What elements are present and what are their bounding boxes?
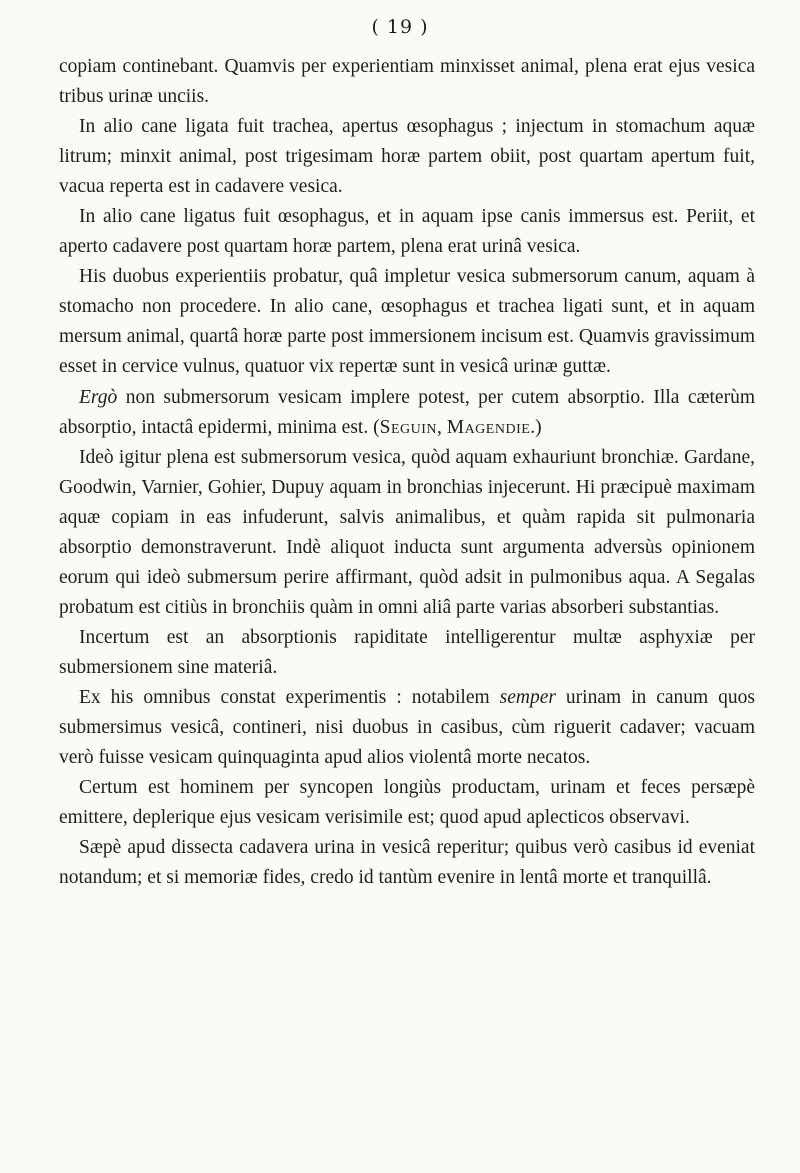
paragraph-8 xyxy=(59,683,755,773)
author-magendie: Magendie xyxy=(446,416,531,438)
paragraph-8-before: Ex his omnibus constat experimentis : notabilem xyxy=(79,686,500,708)
paragraph-4: His duobus experientiis probatur, quâ impletur vesica submersorum canum, aquam à stomacho non procedere. In alio cane, œsophagus et trachea ligati sunt, et in aquam mersum animal, quartâ horæ parte post immersionem incisum est. Quamvis gravissimum esset in cervice vulnus, quatuor vix repertæ sunt in vesicâ urinæ guttæ. xyxy=(59,266,755,378)
paragraph-6: Ideò igitur plena est submersorum vesica, quòd aquam exhauriunt bronchiæ. Gardane, Goodwin, Varnier, Gohier, Dupuy aquam in bronchias injecerunt. Hi præcipuè maximam aquæ copiam in eas infuderunt, salvis animalibus, et quàm rapida sit pulmonaria absorptio demonstraverunt. Indè aliquot inducta sunt argumenta adversùs opinionem eorum qui ideò submersum perire affirmant, quòd adsit in pulmonibus aqua. A Segalas probatum est citiùs in bronchiis quàm in omni aliâ parte varias absorberi substantias. xyxy=(59,446,755,618)
paragraph-7: Incertum est an absorptionis rapiditate intelligerentur multæ asphyxiæ per submersionem sine materiâ. xyxy=(59,626,755,678)
paragraph-5-text: non submersorum vesicam implere potest, per cutem absorptio. Illa cæterùm absorptio, intactâ epidermi, minima est. ( xyxy=(59,386,755,438)
paragraph-10: Sæpè apud dissecta cadavera urina in vesicâ reperitur; quibus verò casibus id eveniat notandum; et si memoriæ fides, credo id tantùm evenire in lentâ morte et tranquillâ. xyxy=(59,837,755,889)
author-separator: , xyxy=(436,416,447,438)
paragraph-1: copiam continebant. Quamvis per experientiam minxisset animal, plena erat ejus vesica tribus urinæ unciis. xyxy=(59,56,755,108)
author-seguin: Seguin xyxy=(379,416,437,438)
paragraph-8-after: urinam in canum quos submersimus vesicâ, contineri, nisi duobus in casibus, cùm riguerit cadaver; vacuam verò fuisse vesicam quinquaginta apud alios violentâ morte necatos. xyxy=(59,686,755,769)
paragraph-5 xyxy=(59,383,755,443)
paragraph-5-tail: .) xyxy=(530,416,542,438)
paragraph-5-lead-italic: Ergò xyxy=(79,386,118,408)
paragraph-9: Certum est hominem per syncopen longiùs productam, urinam et feces persæpè emittere, deplerique ejus vesicam verisimile est; quod apud aplecticos observavi. xyxy=(59,777,755,829)
paragraph-2: In alio cane ligata fuit trachea, apertus œsophagus ; injectum in stomachum aquæ litrum; minxit animal, post trigesimam horæ partem obiit, post quartam apertum fuit, vacua reperta est in cadavere vesica. xyxy=(59,116,755,198)
paragraph-3: In alio cane ligatus fuit œsophagus, et in aquam ipse canis immersus est. Periit, et aperto cadavere post quartam horæ partem, plena erat urinâ vesica. xyxy=(59,206,755,258)
paragraph-8-italic: semper xyxy=(499,686,556,708)
page-number: ( 19 ) xyxy=(371,16,429,38)
body-text xyxy=(59,52,755,893)
